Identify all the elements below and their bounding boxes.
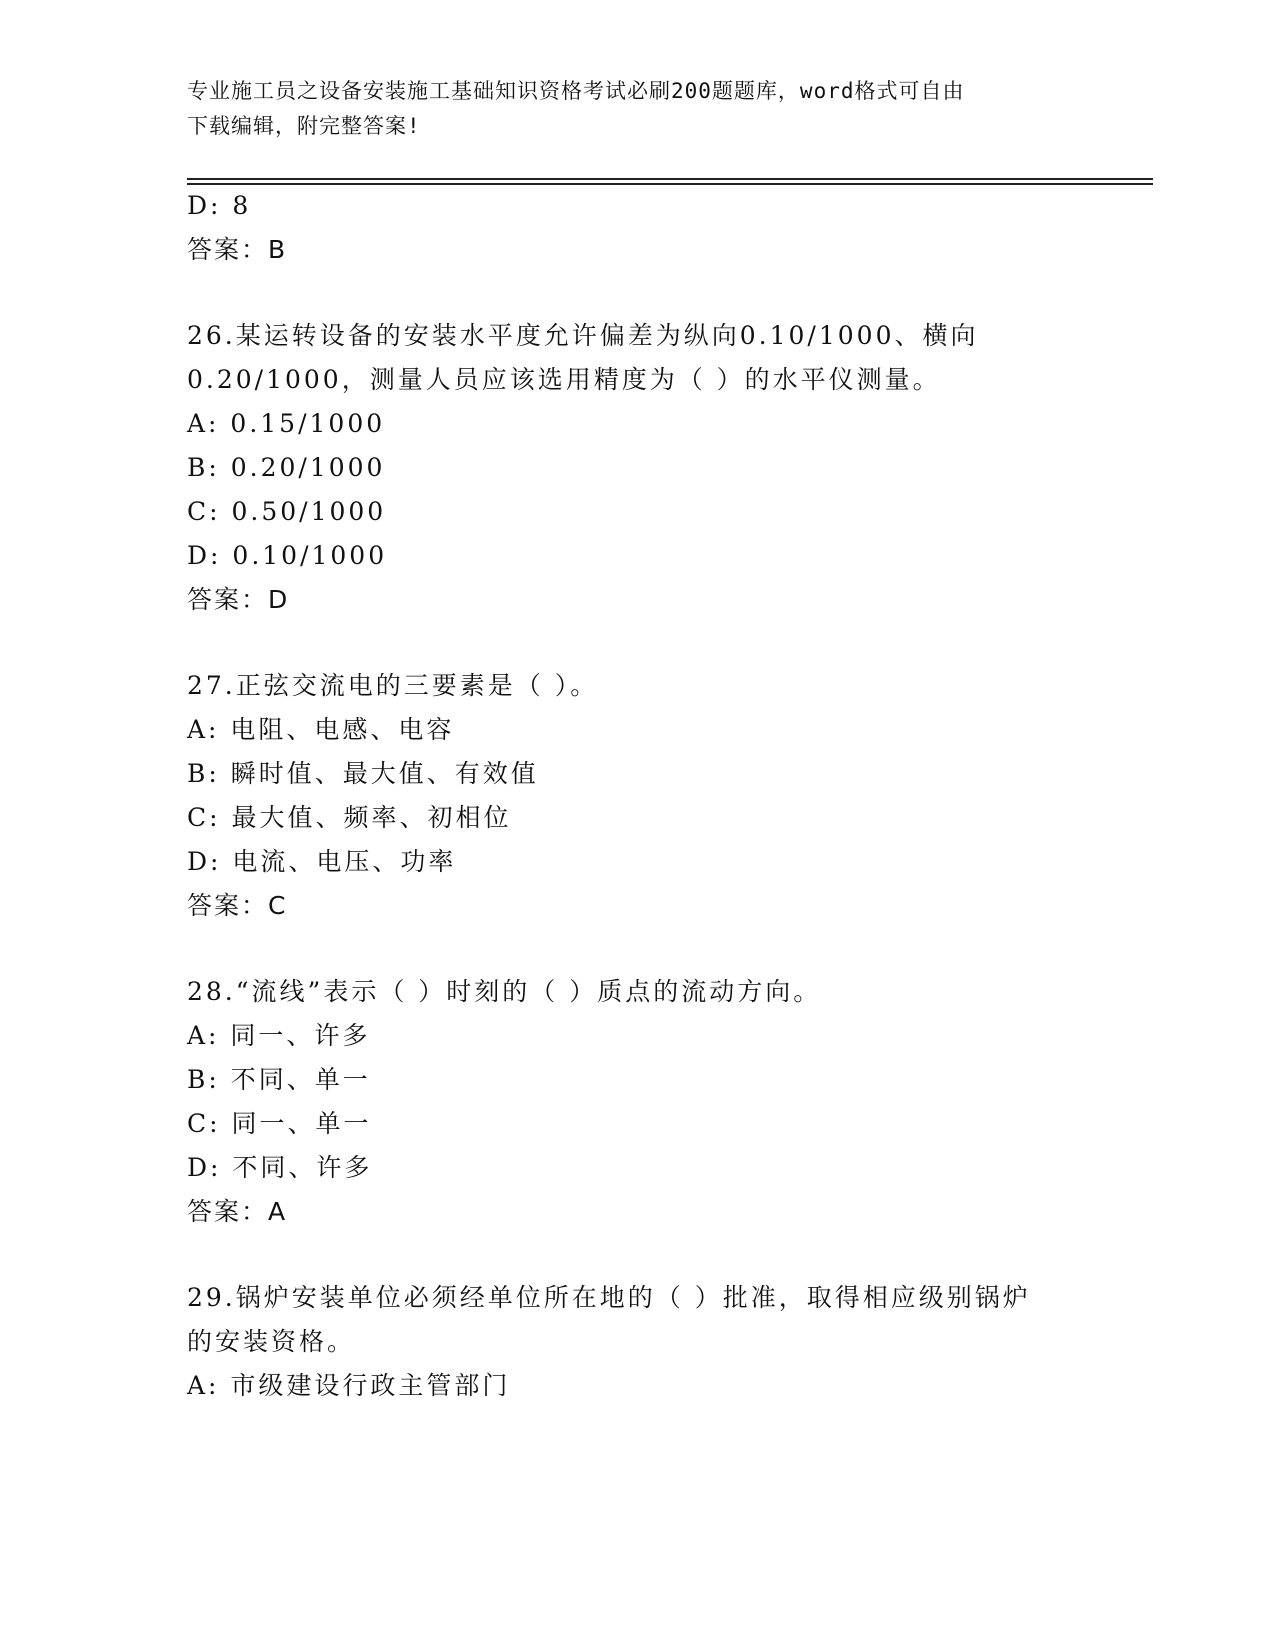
q28-stem-line-1: 28.“流线”表示（ ）时刻的（ ）质点的流动方向。 [187,977,822,1006]
q28-option-b: B: 不同、单一 [187,1065,371,1094]
q28-answer: 答案：A [187,1197,288,1226]
q29-option-a: A: 市级建设行政主管部门 [187,1371,511,1400]
q27-stem-line-1: 27.正弦交流电的三要素是（ ）。 [187,671,599,700]
q26-option-a: A: 0.15/1000 [187,409,386,438]
header-line-2: 下载编辑，附完整答案! [187,114,421,138]
header-divider-bottom [187,183,1153,185]
q26-stem-line-2: 0.20/1000，测量人员应该选用精度为（ ）的水平仪测量。 [187,365,941,394]
q26-answer: 答案：D [187,585,290,614]
q26-option-d: D: 0.10/1000 [187,541,388,570]
q28-option-d: D: 不同、许多 [187,1153,373,1182]
q27-answer: 答案：C [187,891,288,920]
q29-stem-line-1: 29.锅炉安装单位必须经单位所在地的（ ）批准，取得相应级别锅炉 [187,1283,1031,1312]
document-header [187,74,1067,144]
q26-option-b: B: 0.20/1000 [187,453,386,482]
q26-option-c: C: 0.50/1000 [187,497,387,526]
prev-answer: 答案：B [187,235,288,264]
q26-stem-line-1: 26.某运转设备的安装水平度允许偏差为纵向0.10/1000、横向 [187,321,979,350]
q29-stem-line-2: 的安装资格。 [187,1327,356,1356]
q27-option-c: C: 最大值、频率、初相位 [187,803,512,832]
q27-option-d: D: 电流、电压、功率 [187,847,457,876]
q27-option-a: A: 电阻、电感、电容 [187,715,455,744]
q27-option-b: B: 瞬时值、最大值、有效值 [187,759,539,788]
header-line-1: 专业施工员之设备安装施工基础知识资格考试必刷200题题库，word格式可自由 [187,79,965,103]
prev-option-d: D: 8 [187,191,252,220]
q28-option-a: A: 同一、许多 [187,1021,371,1050]
q28-option-c: C: 同一、单一 [187,1109,372,1138]
header-divider-top [187,178,1153,180]
